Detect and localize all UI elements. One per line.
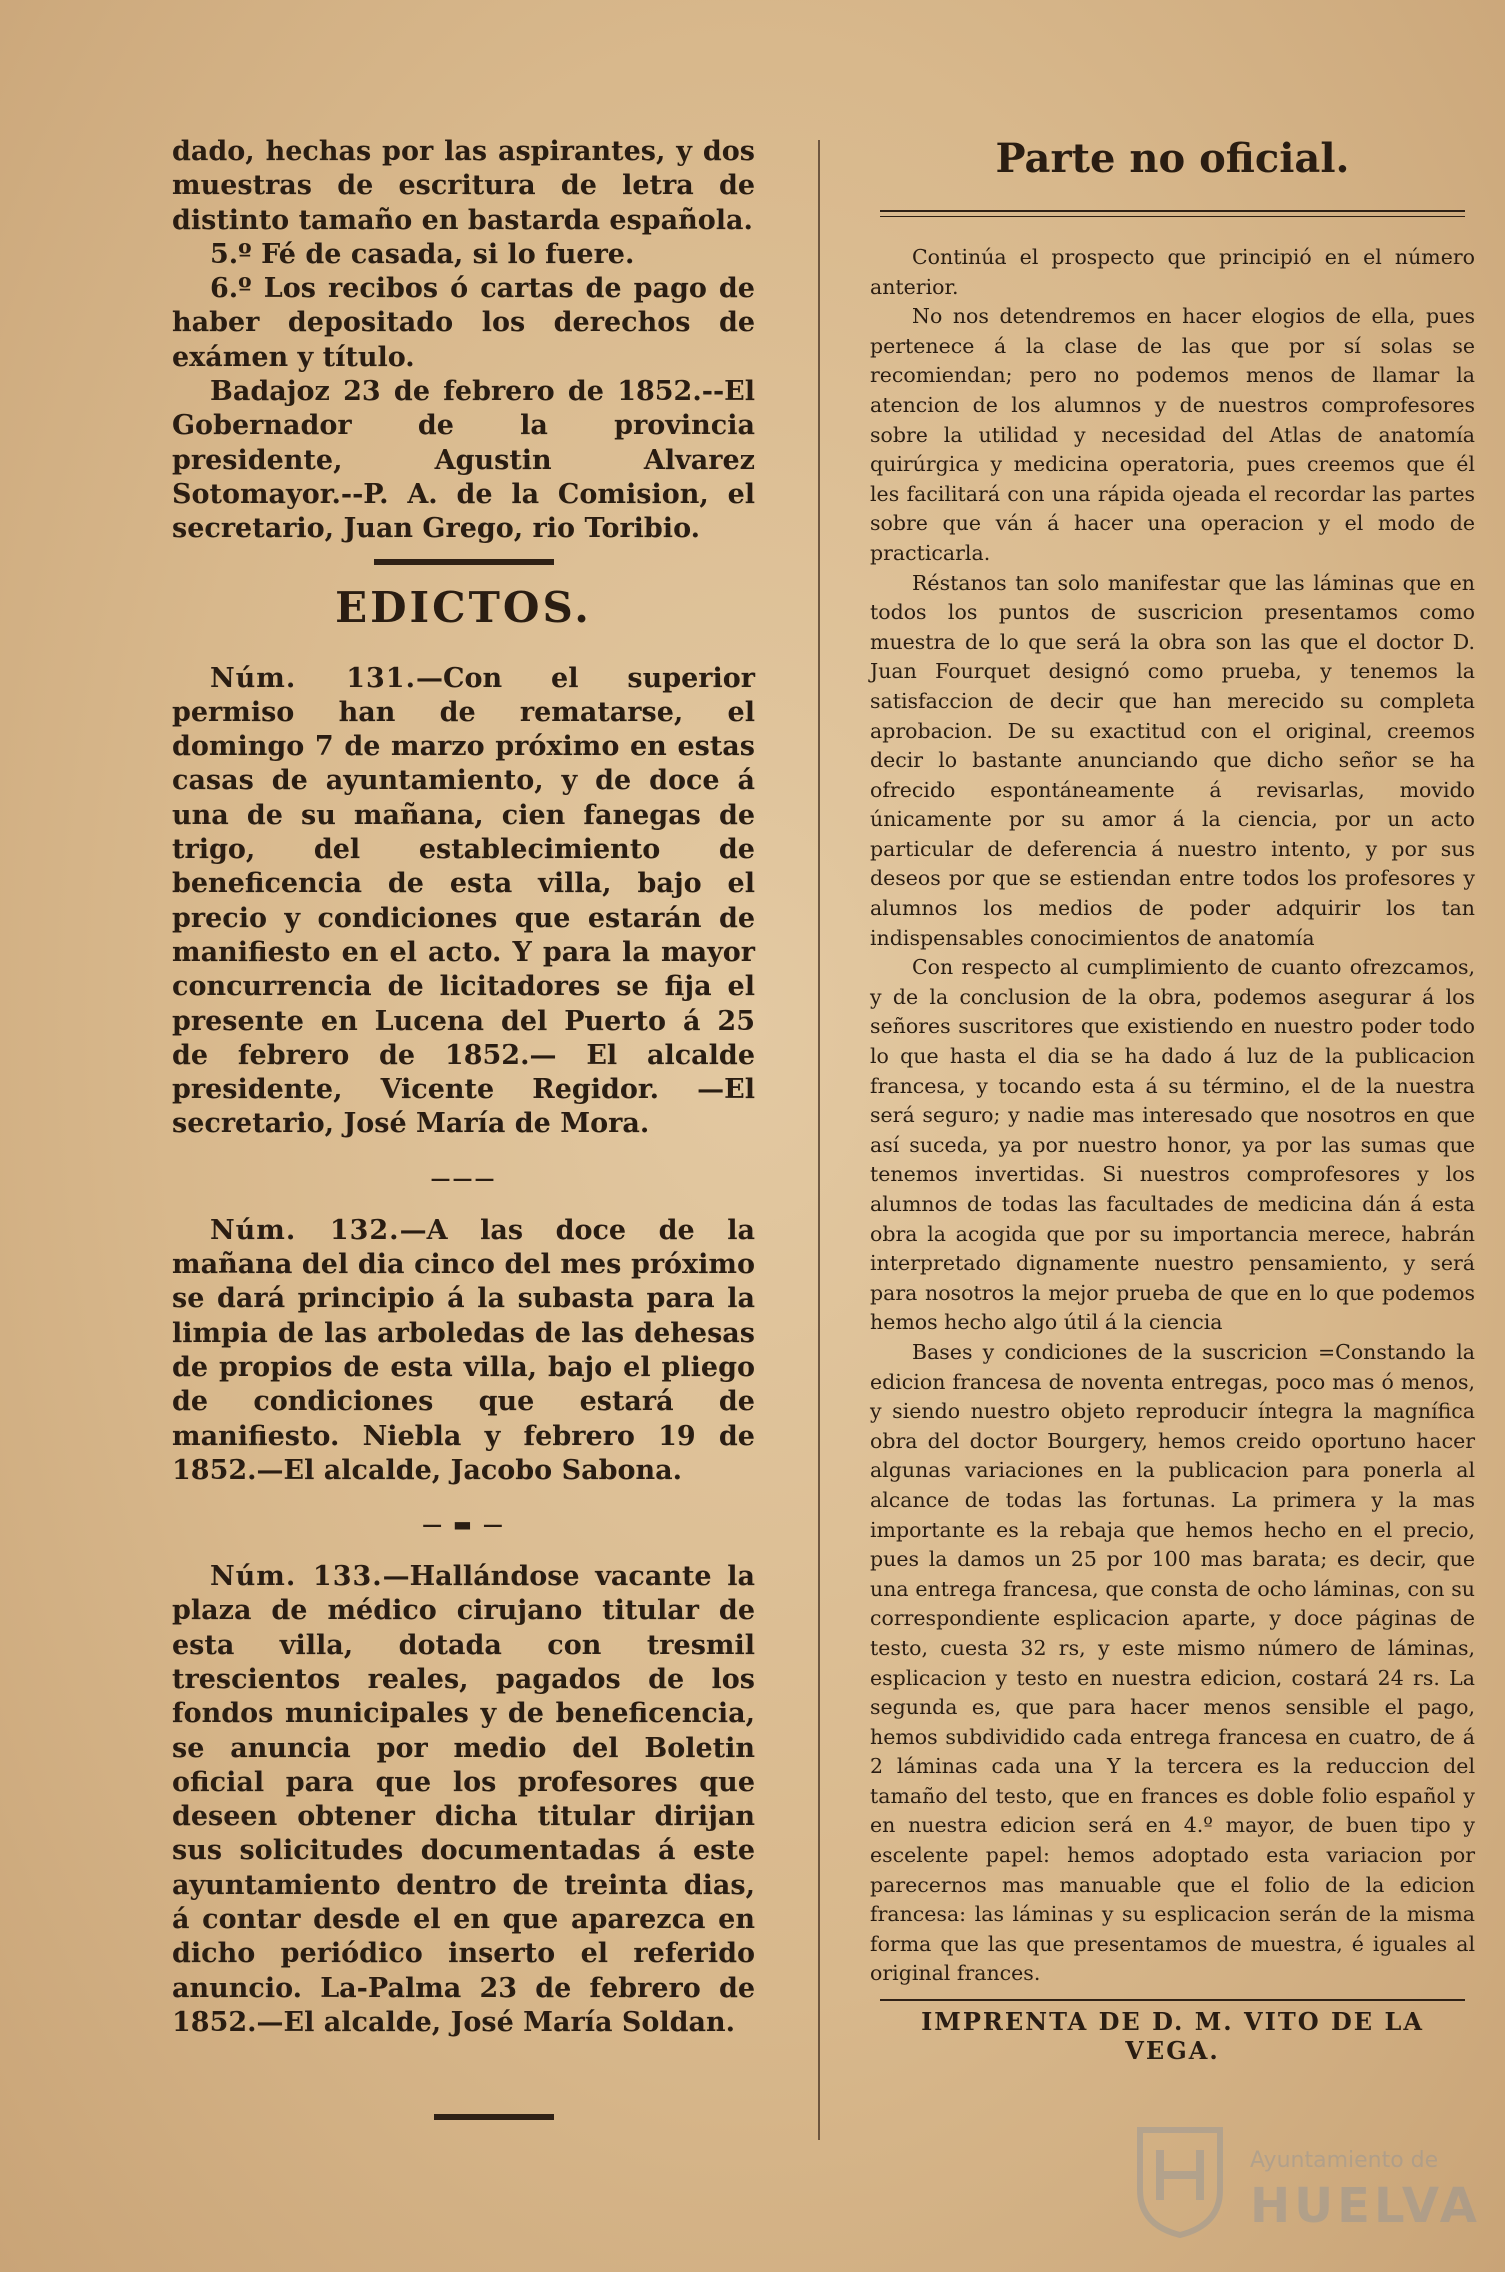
edict-132 <box>172 1214 755 1488</box>
edict-133-text: —Hallándose vacante la plaza de médico cirujano titular de esta villa, dotada con tresmil trescientos reales, pagados de los fondos municipales y de beneficencia, se anuncia por medio del Boletin oficial para que los profesores que deseen obtener dicha titular dirijan sus solicitudes documentadas á este ayuntamiento dentro de treinta dias, á contar desde el en que aparezca en dicho periódico inserto el referido anuncio. La-Palma 23 de febrero de 1852.—El alcalde, José María Soldan. <box>172 1561 755 2038</box>
edict-131-text: —Con el superior permiso han de rematarse, el domingo 7 de marzo próximo en estas casas de ayuntamiento, y de doce á una de su mañana, cien fanegas de trigo, del establecimiento de beneficencia de esta villa, bajo el precio y condiciones que estarán de manifiesto en el acto. Y para la mayor concurrencia de licitadores se fija el presente en Lucena del Puerto á 25 de febrero de 1852.— El alcalde presidente, Vicente Regidor. —El secretario, José María de Mora. <box>172 662 755 1140</box>
paragraph-exam-requirements: dado, hechas por las aspirantes, y dos muestras de escritura de letra de distinto tamaño en bastarda española. <box>172 136 755 236</box>
city-shield-icon <box>1130 2120 1230 2240</box>
paragraph-badajoz-signature: Badajoz 23 de febrero de 1852.--El Gobernador de la provincia presidente, Agustin Alvarez Sotomayor.--P. A. de la Comision, el secretario, Juan Grego, rio Toribio. <box>172 376 755 545</box>
edict-separator: — ▬ — <box>422 1512 505 1537</box>
column-end-rule <box>434 2114 554 2120</box>
paragraph-item-5: 5.º Fé de casada, si lo fuere. <box>210 238 635 270</box>
edictos-heading: EDICTOS. <box>335 582 592 632</box>
edict-132-text: —A las doce de la mañana del dia cinco del mes próximo se dará principio á la subasta para la limpia de las arboledas de las dehesas de propios de esta villa, bajo el pliego de condiciones que estará de manifiesto. Niebla y febrero 19 de 1852.—El alcalde, Jacobo Sabona. <box>172 1214 755 1486</box>
edict-131-number: Núm. 131. <box>210 662 416 694</box>
printer-imprint: IMPRENTA DE D. M. VITO DE LA VEGA. <box>921 2007 1424 2066</box>
edict-133 <box>172 1560 755 2040</box>
edict-separator: ——— <box>430 1165 497 1190</box>
paragraph-item-6: 6.º Los recibos ó cartas de pago de haber depositado los derechos de exámen y título. <box>172 273 755 373</box>
watermark-line-2: HUELVA <box>1250 2178 1481 2234</box>
title-rule <box>880 210 1465 217</box>
prospectus-paragraph-laminas: Réstanos tan solo manifestar que las láminas que en todos los puntos de suscricion presentamos como muestra de lo que será la obra son las que el doctor D. Juan Fourquet designó como prueba, y tenemos la satisfaccion de decir que han merecido su completa aprobacion. De su exactitud con el original, creemos decir lo bastante anunciando que dicho señor se ha ofrecido espontáneamente á revisarlas, movido únicamente por su amor á la ciencia, por un acto particular de deferencia á nuestro intento, y por sus deseos por que se estiendan entre todos los profesores y alumnos los medios de poder adquirir los tan indispensables conocimientos de anatomía <box>870 570 1475 950</box>
prospectus-intro: Continúa el prospecto que principió en el número anterior. <box>870 245 1475 299</box>
column-divider <box>818 140 820 2140</box>
archive-watermark <box>1130 2120 1481 2250</box>
prospectus-paragraph-bases: Bases y condiciones de la suscricion =Constando la edicion francesa de noventa entregas, poco mas ó menos, y siendo nuestro objeto reproducir íntegra la magnífica obra del doctor Bourgery, hemos creido oportuno hacer algunas variaciones en la publicacion para ponerla al alcance de todas las fortunas. La primera y la mas importante es la rebaja que hemos hecho en el precio, pues la damos un 25 por 100 mas barata; es decir, que una entrega francesa, que consta de ocho láminas, con su correspondiente esplicacion aparte, y doce páginas de testo, cuesta 32 rs, y este mismo número de láminas, esplicacion y testo en nuestra edicion, costará 24 rs. La segunda es, que para hacer menos sensible el pago, hemos subdividido cada entrega francesa en cuatro, de á 2 láminas cada una Y la tercera es la reduccion del tamaño del testo, que en frances es doble folio español y en nuestra edicion será en 4.º mayor, de buen tipo y escelente papel: hemos adoptado esta variacion por parecernos mas manuable que el folio de la edicion francesa: las láminas y su esplicacion serán de la misma forma que las que presentamos de muestra, é iguales al original frances. <box>870 1339 1475 1986</box>
watermark-line-1: Ayuntamiento de <box>1250 2148 1439 2173</box>
right-column <box>870 135 1475 2065</box>
section-divider <box>374 559 554 565</box>
prospectus-paragraph-atlas: No nos detendremos en hacer elogios de ella, pues pertenece á la clase de las que por sí solas se recomiendan; pero no podemos menos de llamar la atencion de los alumnos y de nuestros comprofesores sobre la utilidad y necesidad del Atlas de anatomía quirúrgica y medicina operatoria, pues creemos que él les facilitará con una rápida ojeada el recordar las partes sobre que ván á hacer una operacion y el modo de practicarla. <box>870 304 1475 565</box>
imprint-rule <box>880 1999 1465 2001</box>
parte-no-oficial-title: Parte no oficial. <box>995 135 1350 182</box>
edict-132-number: Núm. 132. <box>210 1214 400 1246</box>
edict-131 <box>172 662 755 1142</box>
prospectus-paragraph-cumplimiento: Con respecto al cumplimiento de cuanto ofrezcamos, y de la conclusion de la obra, podemos asegurar á los señores suscritores que existiendo en nuestro poder todo lo que hasta el dia se ha dado á luz de la publicacion francesa, y tocando esta á su término, el de la nuestra será seguro; y nadie mas interesado que nosotros en que así suceda, ya por nuestro honor, ya por las sumas que tenemos invertidas. Si nuestros comprofesores y los alumnos de todas las facultades de medicina dán á esta obra la acogida que por su importancia merece, habrán interpretado dignamente nuestro pensamiento, y será para nosotros la mejor prueba de que en lo que podemos hemos hecho algo útil á la ciencia <box>870 955 1475 1335</box>
edict-133-number: Núm. 133. <box>210 1561 383 1593</box>
left-column <box>172 135 755 2120</box>
